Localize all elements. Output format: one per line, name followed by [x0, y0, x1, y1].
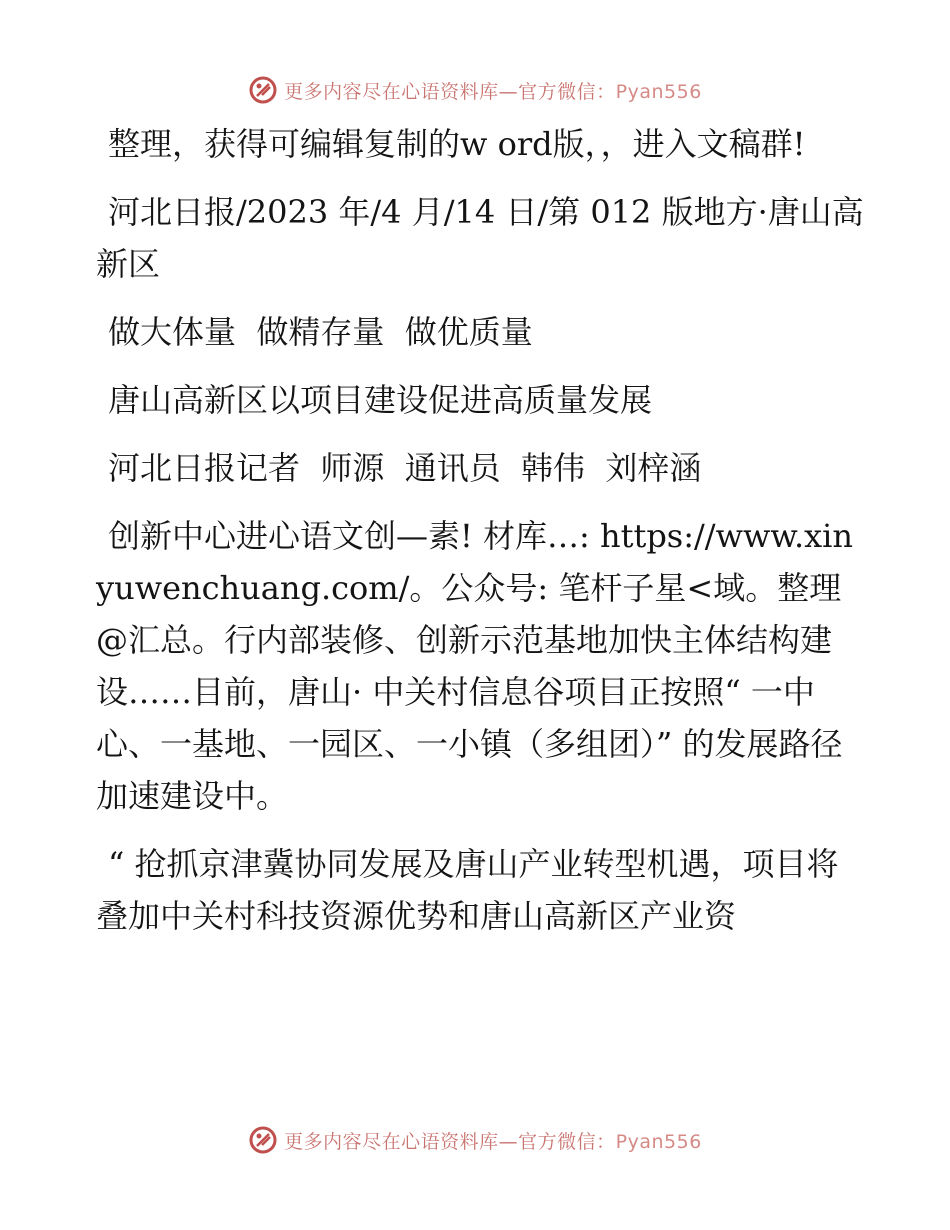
header-banner-text: 更多内容尽在心语资料库—官方微信：Pyan556 — [284, 80, 702, 103]
header-banner-id: Pyan556 — [615, 80, 702, 103]
footer-banner-text: 更多内容尽在心语资料库—官方微信：Pyan556 — [284, 1130, 702, 1153]
paragraph-body-1: 创新中心进心语文创—素! 材库…: https://www.xinyuwenchuang.com/。公众号: 笔杆子星<域。整理@汇总。行内部装修、创新示范基地加快主体结构建设……目前，唐山· 中关村信息谷项目正按照“ 一中心、一基地、一园区、一小镇（多组团）” 的发展路径加速建设中。 — [96, 517, 854, 815]
footer-banner-id: Pyan556 — [615, 1130, 702, 1153]
xinyu-logo-icon — [248, 75, 278, 105]
xinyu-logo-icon — [248, 1125, 278, 1155]
footer-banner — [0, 1120, 950, 1160]
paragraph-source: 河北日报/2023 年/4 月/14 日/第 012 版地方·唐山高新区 — [96, 193, 864, 283]
paragraph-body-2: “ 抢抓京津冀协同发展及唐山产业转型机遇，项目将叠加中关村科技资源优势和唐山高新区产业资 — [96, 845, 839, 935]
document-body — [96, 118, 866, 958]
header-banner — [0, 70, 950, 110]
paragraph-subheadline: 唐山高新区以项目建设促进高质量发展 — [108, 381, 653, 419]
paragraph-byline: 河北日报记者 师源 通讯员 韩伟 刘梓涵 — [108, 449, 702, 487]
paragraph-intro: 整理，获得可编辑复制的w ord版，，进入文稿群! — [108, 125, 806, 163]
paragraph-headline: 做大体量 做精存量 做优质量 — [108, 313, 533, 351]
